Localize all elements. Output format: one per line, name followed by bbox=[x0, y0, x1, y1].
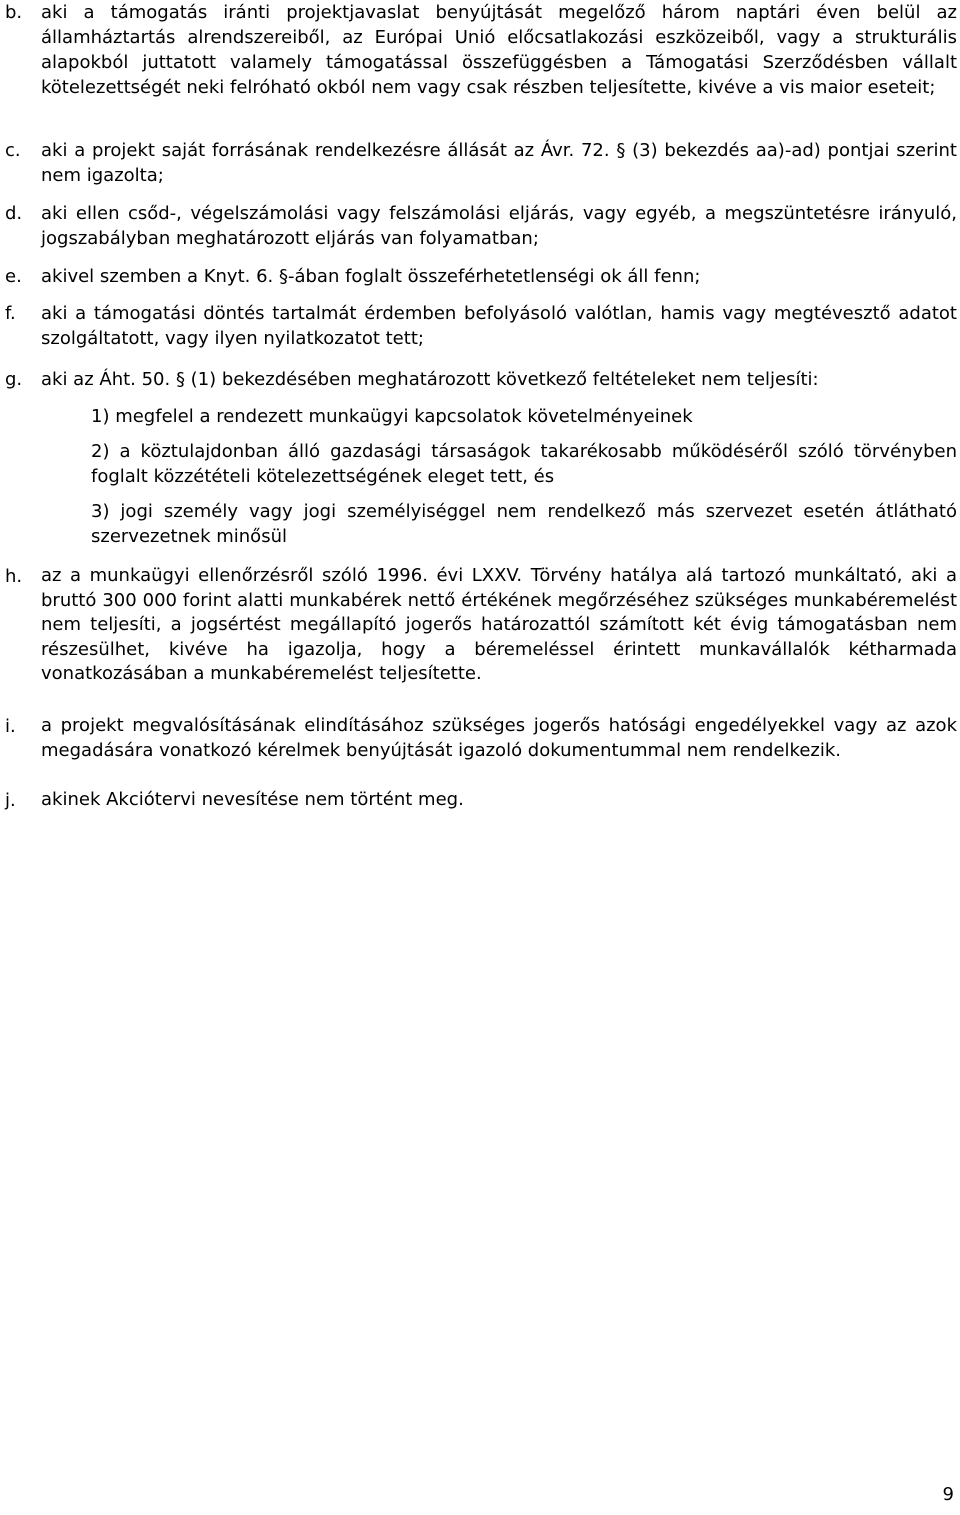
item-text: aki az Áht. 50. § (1) bekezdésében meghatározott következő feltételeket nem teljesíti: bbox=[41, 369, 819, 390]
item-text: aki a támogatás iránti projektjavaslat benyújtását megelőző három naptári éven belül az államháztartás alrendszereiből, az Európai Unió előcsatlakozási eszközeiből, vagy a strukturális alapokból juttatott valamely támogatással összefüggésben a Támogatási Szerződésben vállalt kötelezettségét neki felróható okból nem vagy csak részben teljesítette, kivéve a vis maior eseteit; bbox=[41, 2, 957, 98]
item-text: aki a támogatási döntés tartalmát érdemben befolyásoló valótlan, hamis vagy megtévesztő adatot szolgáltatott, vagy ilyen nyilatkozatot tett; bbox=[41, 303, 957, 349]
list-item-d bbox=[5, 201, 957, 251]
page-number: 9 bbox=[942, 1484, 954, 1505]
item-letter: i. bbox=[5, 716, 16, 737]
item-letter: b. bbox=[5, 2, 23, 23]
list-item-i bbox=[5, 714, 957, 763]
item-letter: e. bbox=[5, 266, 22, 287]
list-item-b bbox=[5, 0, 957, 100]
item-text: akinek Akciótervi nevesítése nem történt meg. bbox=[41, 789, 464, 810]
item-letter: c. bbox=[5, 140, 21, 161]
list-item-e bbox=[5, 264, 957, 289]
list-item-c bbox=[5, 138, 957, 188]
list-item-f bbox=[5, 301, 957, 351]
item-text: aki ellen csőd-, végelszámolási vagy felszámolási eljárás, vagy egyéb, a megszüntetésre irányuló, jogszabályban meghatározott eljárás van folyamatban; bbox=[41, 203, 957, 249]
item-letter: d. bbox=[5, 203, 23, 224]
item-letter: g. bbox=[5, 369, 23, 390]
list-item-h bbox=[5, 564, 957, 687]
sub-item-1: 1) megfelel a rendezett munkaügyi kapcsolatok követelményeinek bbox=[91, 406, 693, 427]
item-letter: j. bbox=[5, 790, 16, 811]
item-letter: h. bbox=[5, 566, 23, 587]
list-item-j bbox=[5, 788, 957, 813]
sub-item-3: 3) jogi személy vagy jogi személyiséggel nem rendelkező más szervezet esetén átlátható szervezetnek minősül bbox=[91, 501, 957, 547]
item-text: a projekt megvalósításának elindításához szükséges jogerős hatósági engedélyekkel vagy az azok megadására vonatkozó kérelmek benyújtását igazoló dokumentummal nem rendelkezik. bbox=[41, 715, 957, 761]
item-text: akivel szemben a Knyt. 6. §-ában foglalt összeférhetetlenségi ok áll fenn; bbox=[41, 266, 701, 287]
item-text: aki a projekt saját forrásának rendelkezésre állását az Ávr. 72. § (3) bekezdés aa)-ad) pontjai szerint nem igazolta; bbox=[41, 140, 957, 186]
item-letter: f. bbox=[5, 303, 16, 324]
item-text: az a munkaügyi ellenőrzésről szóló 1996. évi LXXV. Törvény hatálya alá tartozó munkáltató, aki a bruttó 300 000 forint alatti munkabérek nettő értékének megőrzéséhez szükséges munkabéremelést nem teljesíti, a jogsértést megállapító jogerős határozattól számított két évig támogatásban nem részesülhet, kivéve ha igazolja, hogy a béremeléssel érintett munkavállalók kétharmada vonatkozásában a munkabéremelést teljesítette. bbox=[41, 565, 957, 684]
sub-item-2: 2) a köztulajdonban álló gazdasági társaságok takarékosabb működéséről szóló törvényben foglalt közzétételi kötelezettségének eleget tett, és bbox=[91, 441, 957, 487]
list-item-g bbox=[5, 367, 957, 549]
